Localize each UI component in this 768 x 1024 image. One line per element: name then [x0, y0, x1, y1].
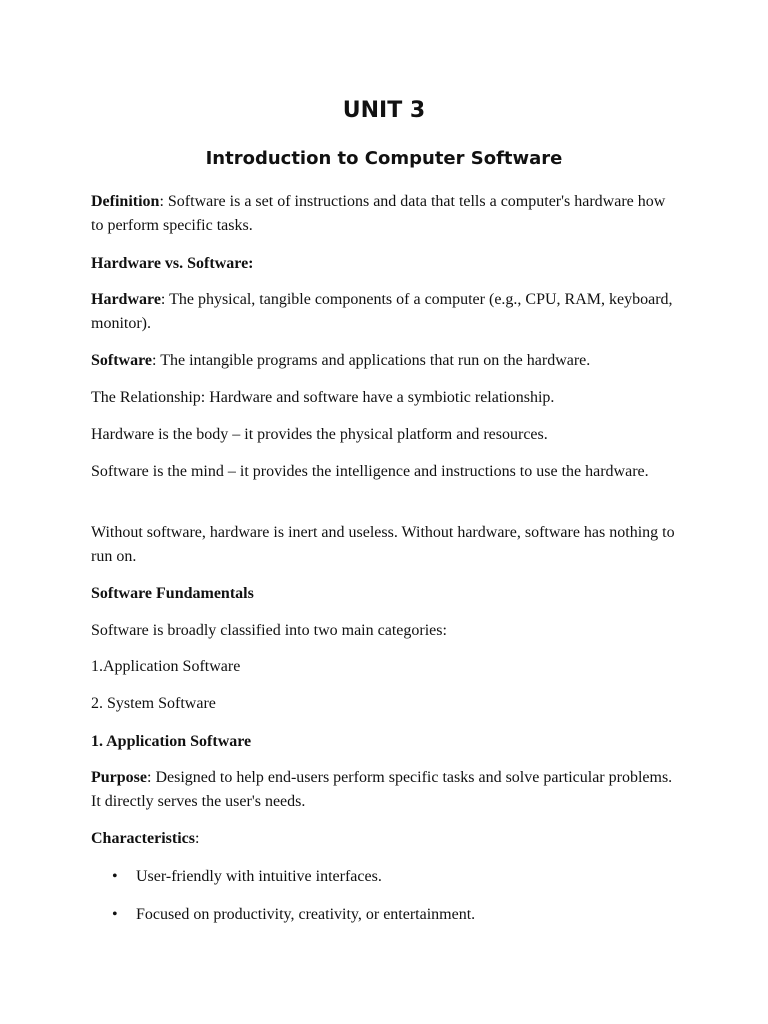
- characteristics-label: Characteristics: [91, 830, 195, 847]
- definition-text: : Software is a set of instructions and data that tells a computer's hardware how to perform specific tasks.: [91, 193, 666, 234]
- app-software-heading: [91, 730, 681, 754]
- bullet-text: Focused on productivity, creativity, or entertainment.: [136, 906, 476, 923]
- software-label: Software: [91, 352, 153, 369]
- characteristics-colon: :: [194, 830, 200, 847]
- app-software-heading-text: 1. Application Software: [91, 733, 252, 750]
- relationship-paragraph: The Relationship: Hardware and software have a symbiotic relationship.: [91, 389, 555, 406]
- mind-paragraph: Software is the mind – it provides the intelligence and instructions to use the hardware.: [91, 463, 649, 480]
- characteristics-paragraph: [91, 827, 681, 851]
- body-paragraph: Hardware is the body – it provides the physical platform and resources.: [91, 426, 548, 443]
- purpose-text: : Designed to help end-users perform specific tasks and solve particular problems. It directly serves the user's needs.: [91, 769, 673, 810]
- without-paragraph: Without software, hardware is inert and useless. Without hardware, software has nothing to run on.: [91, 524, 675, 565]
- definition-label: Definition: [91, 193, 160, 210]
- bullet-icon: •: [112, 906, 118, 923]
- page-subtitle: Introduction to Computer Software: [205, 148, 563, 169]
- fundamentals-heading-text: Software Fundamentals: [91, 585, 254, 602]
- classification-paragraph: Software is broadly classified into two main categories:: [91, 622, 447, 639]
- category-1-item: 1.Application Software: [91, 658, 241, 675]
- page-title: UNIT 3: [342, 98, 426, 123]
- hardware-paragraph: [91, 288, 681, 336]
- hw-vs-sw-heading-text: Hardware vs. Software:: [91, 255, 254, 272]
- category-2-item: 2. System Software: [91, 695, 216, 712]
- bullet-icon: •: [112, 868, 118, 885]
- software-text: : The intangible programs and applications that run on the hardware.: [152, 352, 591, 369]
- hardware-label: Hardware: [91, 291, 161, 308]
- purpose-paragraph: [91, 766, 681, 814]
- purpose-label: Purpose: [91, 769, 147, 786]
- hardware-text: : The physical, tangible components of a computer (e.g., CPU, RAM, keyboard, monitor).: [91, 291, 673, 332]
- bullet-text: User-friendly with intuitive interfaces.: [136, 868, 382, 885]
- definition-paragraph: [91, 190, 681, 238]
- software-paragraph: [91, 349, 681, 373]
- fundamentals-heading: [91, 582, 681, 606]
- hw-vs-sw-heading: [91, 252, 681, 276]
